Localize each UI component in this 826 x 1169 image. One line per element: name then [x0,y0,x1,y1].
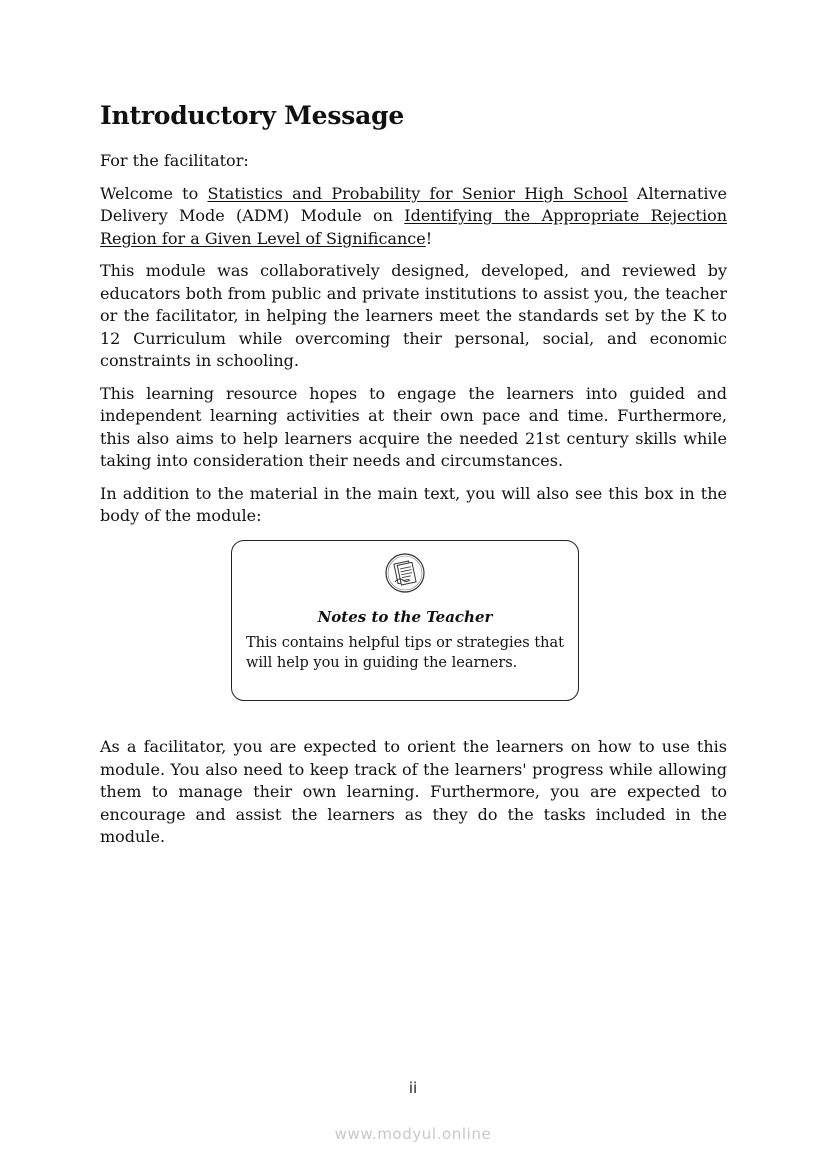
closing-section [100,736,727,859]
welcome-paragraph [100,183,727,251]
notes-icon [385,553,425,593]
module-topic: Identifying the Appropriate Rejection Region for a Given Level of Significance [100,206,728,248]
notes-to-teacher-box [231,540,579,701]
welcome-middle: Alternative Delivery Mode (ADM) Module on [100,183,727,225]
paragraph-box-intro: In addition to the material in the main text, you will also see this box in the body of the module: [100,483,727,525]
notes-box-text: This contains helpful tips or strategies that will help you in guiding the learners. [246,635,564,671]
greeting: For the facilitator: [100,151,249,170]
watermark: www.modyul.online [334,1125,492,1143]
page-number: ii [408,1079,418,1097]
document-page [100,96,728,846]
paragraph-closing: As a facilitator, you are expected to orient the learners on how to use this module. You also need to keep track of the learners' progress while allowing them to manage their own learning. Furthermore, you are expected to encourage and assist the learners as they do the tasks included in the module. [100,737,727,846]
page-title: Introductory Message [100,101,405,130]
welcome-prefix: Welcome to [100,183,208,203]
paragraph-resource: This learning resource hopes to engage the learners into guided and independent learning activities at their own pace and time. Furthermore, this also aims to help learners acquire the needed 21st century skills while taking into consideration their needs and circumstances. [100,383,727,470]
course-title: Statistics and Probability for Senior High School [207,183,628,203]
notes-box-title: Notes to the Teacher [317,608,493,626]
paragraph-purpose: This module was collaboratively designed, developed, and reviewed by educators both from public and private institutions to assist you, the teacher or the facilitator, in helping the learners meet the standards set by the K to 12 Curriculum while overcoming their personal, social, and economic constraints in schooling. [100,261,727,370]
welcome-suffix: ! [425,228,433,248]
